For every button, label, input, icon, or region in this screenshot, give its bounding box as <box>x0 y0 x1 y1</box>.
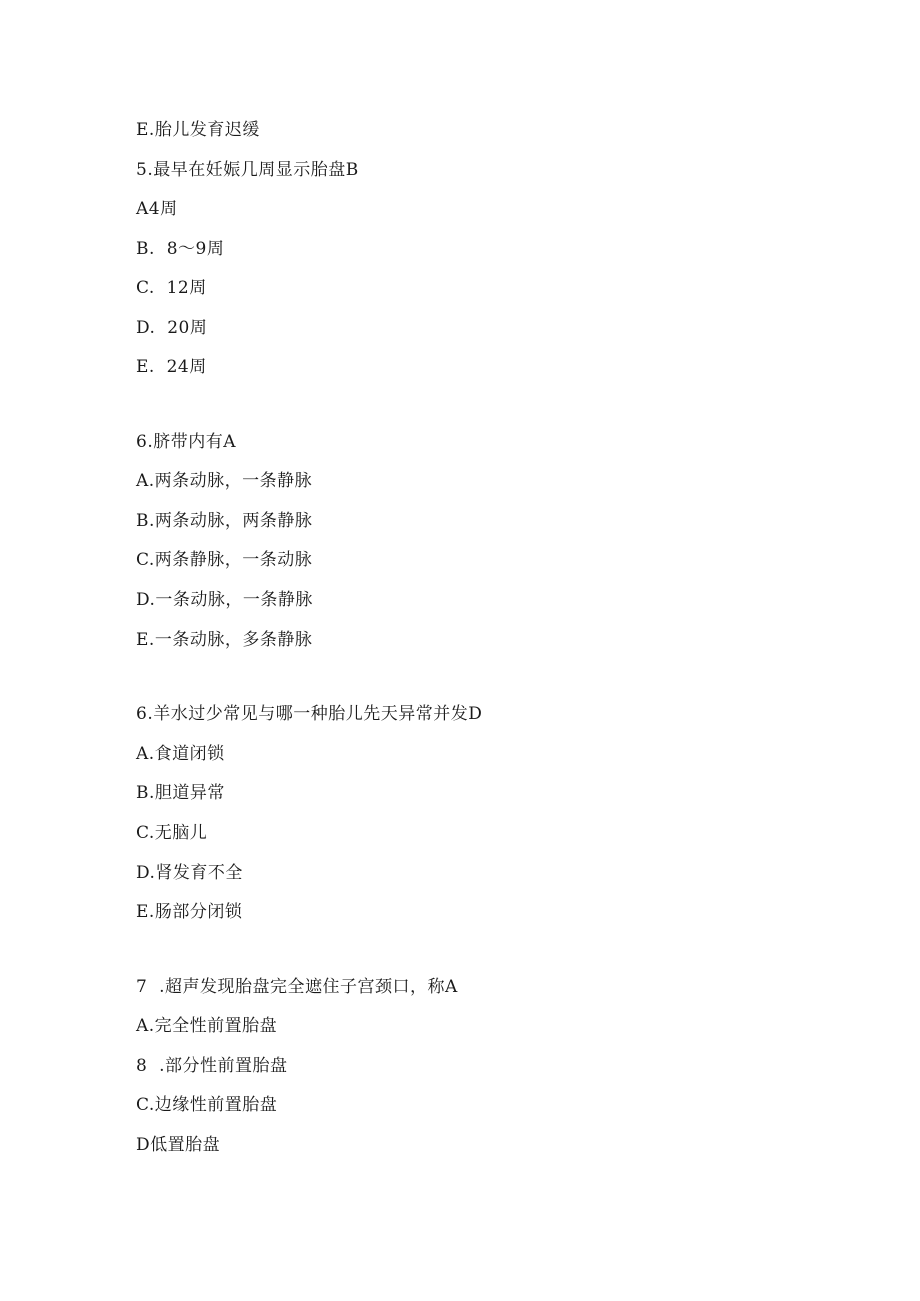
option-text: A.两条动脉，一条静脉 <box>136 471 313 491</box>
option-text: C.无脑儿 <box>136 823 208 843</box>
option-text: D.肾发育不全 <box>136 863 243 883</box>
option-text: B.两条动脉，两条静脉 <box>136 511 313 531</box>
option-text: C.边缘性前置胎盘 <box>136 1095 278 1115</box>
question-text: 7 .超声发现胎盘完全遮住子宫颈口，称A <box>136 977 458 997</box>
option-text: C. 12周 <box>136 278 207 298</box>
option-text: E.一条动脉，多条静脉 <box>136 630 313 650</box>
question-text: 5.最早在妊娠几周显示胎盘B <box>136 160 359 180</box>
option-text: E. 24周 <box>136 357 207 377</box>
option-text: A.完全性前置胎盘 <box>136 1016 278 1036</box>
option-text: D. 20周 <box>136 318 208 338</box>
option-text: A4周 <box>136 199 178 219</box>
option-text: C.两条静脉，一条动脉 <box>136 550 313 570</box>
option-text: D.一条动脉，一条静脉 <box>136 590 313 610</box>
option-text: D低置胎盘 <box>136 1135 221 1155</box>
option-text: B.胆道异常 <box>136 783 225 803</box>
option-text: E.肠部分闭锁 <box>136 902 243 922</box>
option-text: B. 8～9周 <box>136 239 225 259</box>
option-text: A.食道闭锁 <box>136 744 225 764</box>
option-text: 8 .部分性前置胎盘 <box>136 1056 288 1076</box>
question-text: 6.脐带内有A <box>136 432 236 452</box>
option-text: E.胎儿发育迟缓 <box>136 120 260 140</box>
question-text: 6.羊水过少常见与哪一种胎儿先天异常并发D <box>136 704 483 724</box>
